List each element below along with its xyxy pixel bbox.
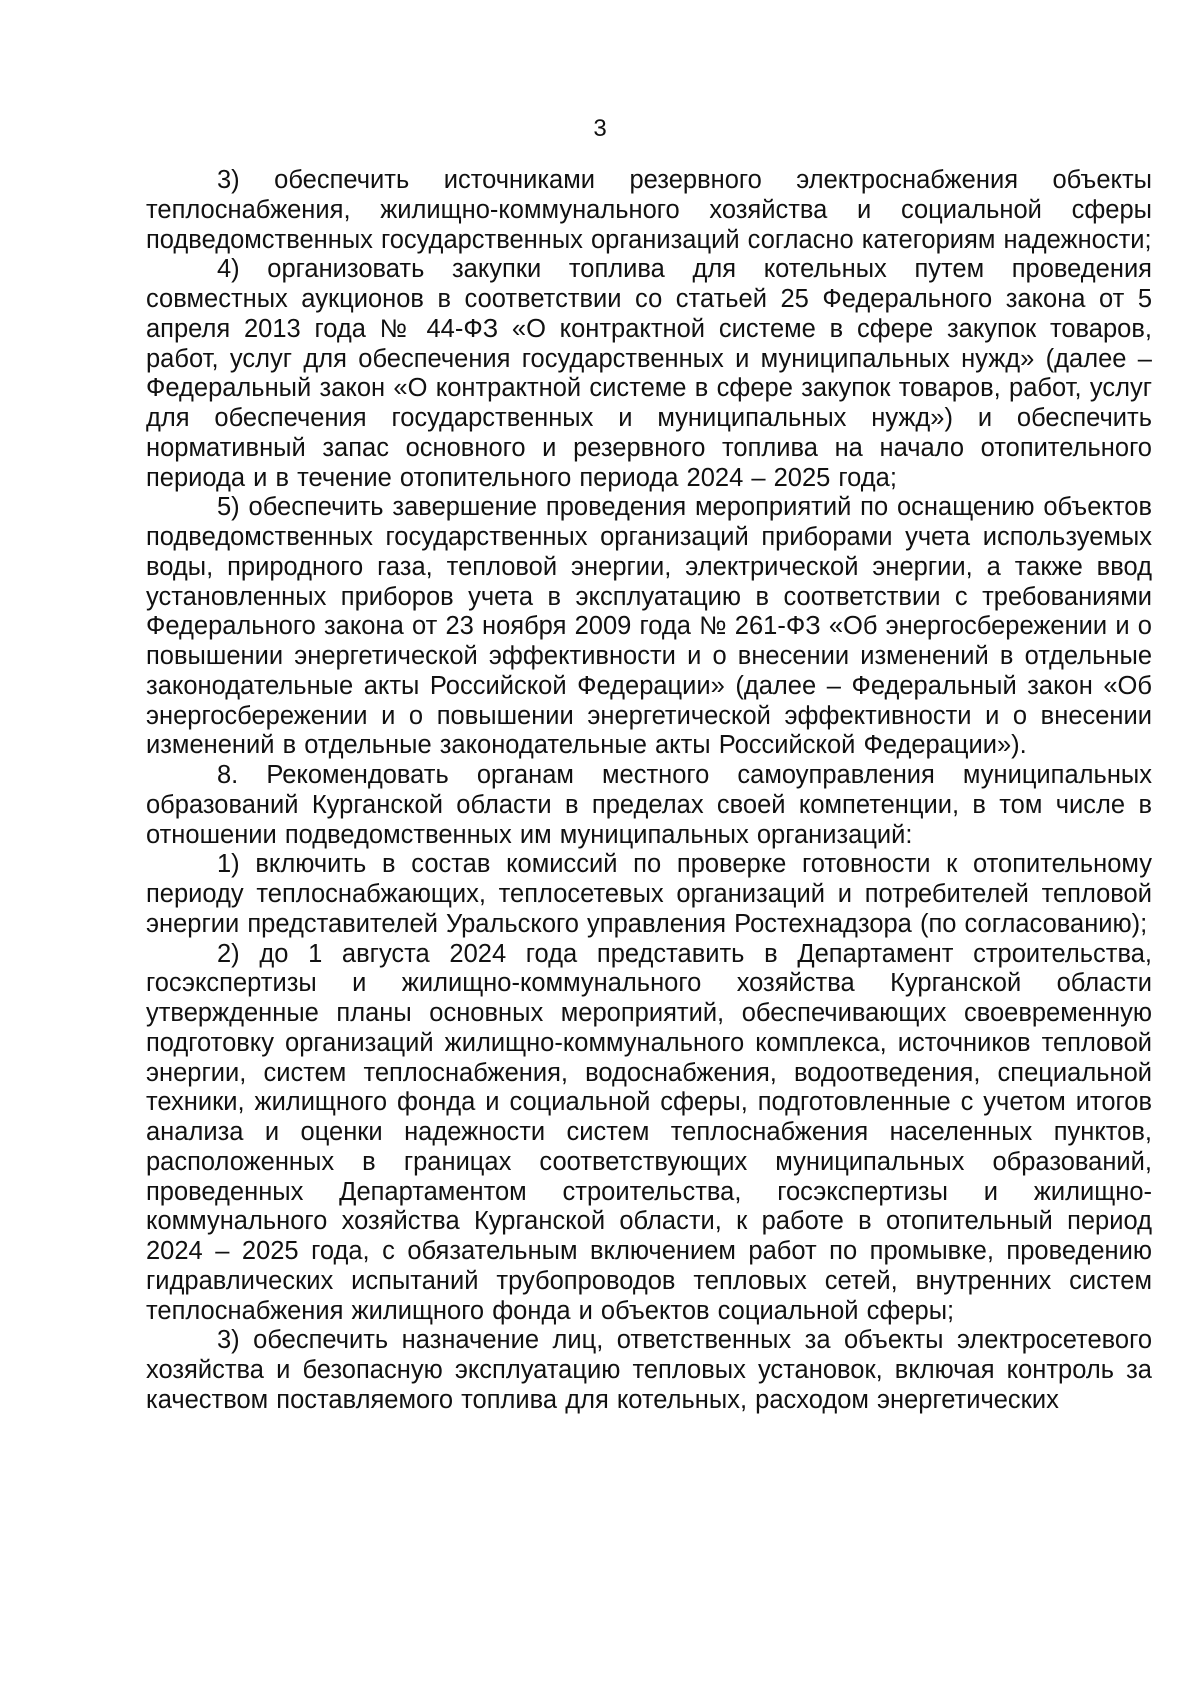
paragraph-item-3-responsible-persons: 3) обеспечить назначение лиц, ответственных за объекты электросетевого хозяйства и безопасную эксплуатацию тепловых установок, включая контроль за качеством поставляемого топлива для котельных, расходом энергетических	[146, 1326, 1152, 1414]
document-body	[146, 166, 1152, 1416]
paragraph-item-4-fuel-procurement: 4) организовать закупки топлива для котельных путем проведения совместных аукционов в соответствии со статьей 25 Федерального закона от 5 апреля 2013 года № 44-ФЗ «О контрактной системе в сфере закупок товаров, работ, услуг для обеспечения государственных и муниципальных нужд» (далее – Федеральный закон «О контрактной системе в сфере закупок товаров, работ, услуг для обеспечения государственных и муниципальных нужд») и обеспечить нормативный запас основного и резервного топлива на начало отопительного периода и в течение отопительного периода 2024 – 2025 года;	[146, 255, 1152, 492]
paragraph-item-1-commissions: 1) включить в состав комиссий по проверке готовности к отопительному периоду теплоснабжающих, теплосетевых организаций и потребителей тепловой энергии представителей Уральского управления Ростехнадзора (по согласованию);	[146, 850, 1152, 938]
page-number: 3	[593, 115, 607, 142]
paragraph-item-3-power-supply: 3) обеспечить источниками резервного электроснабжения объекты теплоснабжения, жилищно-коммунального хозяйства и социальной сферы подведомственных государственных организаций согласно категориям надежности;	[146, 166, 1152, 254]
paragraph-item-2-action-plans: 2) до 1 августа 2024 года представить в Департамент строительства, госэкспертизы и жилищно-коммунального хозяйства Курганской области утвержденные планы основных мероприятий, обеспечивающих своевременную подготовку организаций жилищно-коммунального комплекса, источников тепловой энергии, систем теплоснабжения, водоснабжения, водоотведения, специальной техники, жилищного фонда и социальной сферы, подготовленные с учетом итогов анализа и оценки надежности систем теплоснабжения населенных пунктов, расположенных в границах соответствующих муниципальных образований, проведенных Департаментом строительства, госэкспертизы и жилищно-коммунального хозяйства Курганской области, к работе в отопительный период 2024 – 2025 года, с обязательным включением работ по промывке, проведению гидравлических испытаний трубопроводов тепловых сетей, внутренних систем теплоснабжения жилищного фонда и объектов социальной сферы;	[146, 939, 1152, 1325]
paragraph-item-5-metering-devices: 5) обеспечить завершение проведения мероприятий по оснащению объектов подведомственных государственных организаций приборами учета используемых воды, природного газа, тепловой энергии, электрической энергии, а также ввод установленных приборов учета в эксплуатацию в соответствии с требованиями Федерального закона от 23 ноября 2009 года № 261-ФЗ «Об энергосбережении и о повышении энергетической эффективности и о внесении изменений в отдельные законодательные акты Российской Федерации» (далее – Федеральный закон «Об энергосбережении и о повышении энергетической эффективности и о внесении изменений в отдельные законодательные акты Российской Федерации»).	[146, 493, 1152, 760]
paragraph-section-8-recommendation: 8. Рекомендовать органам местного самоуправления муниципальных образований Курганской области в пределах своей компетенции, в том числе в отношении подведомственных им муниципальных организаций:	[146, 761, 1152, 849]
